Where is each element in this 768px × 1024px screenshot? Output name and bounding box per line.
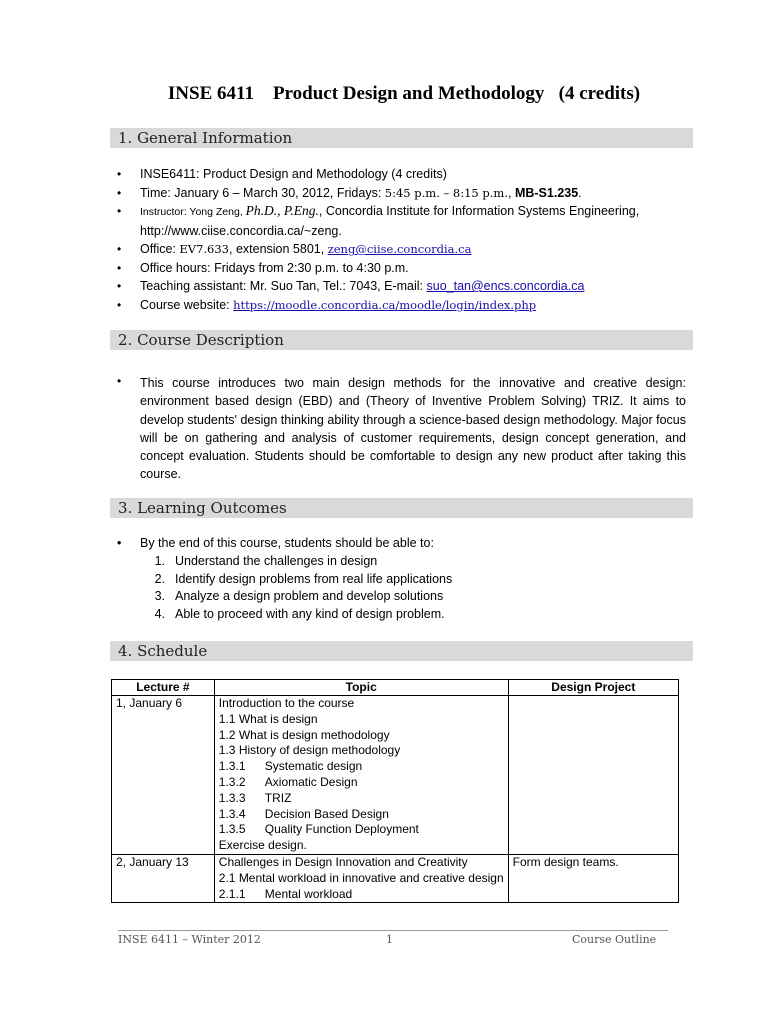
table-row — [112, 696, 679, 855]
bullet-icon: • — [117, 536, 122, 550]
list-item: • Instructor: Yong Zeng, Ph.D., P.Eng., Concordia Institute for Information Systems Engineering, — [0, 202, 688, 222]
list-item: 1. Understand the challenges in design — [154, 554, 378, 568]
table-header-row — [112, 680, 679, 696]
list-item: 3. Analyze a design problem and develop solutions — [154, 589, 444, 603]
topic-cell: Introduction to the course 1.1 What is design 1.2 What is design methodology 1.3 History of design methodology 1.3.1 Systematic design 1.3.2 Axiomatic Design 1.3.3 TRIZ 1.3.4 Decision Based Design 1.3.5 Quality Function Deployment Exercise design. — [214, 696, 508, 855]
column-header: Design Project — [508, 680, 678, 696]
bullet-icon: • — [117, 242, 122, 256]
list-item: • INSE6411: Product Design and Methodology (4 credits) — [0, 165, 688, 184]
section-heading-schedule: 4. Schedule — [110, 641, 693, 661]
general-info-list — [0, 165, 688, 314]
table-row — [112, 854, 679, 902]
column-header: Topic — [214, 680, 508, 696]
bullet-icon: • — [117, 374, 122, 388]
ta-email-link[interactable]: suo_tan@encs.concordia.ca — [426, 279, 585, 293]
section-heading-description: 2. Course Description — [110, 330, 693, 350]
outcomes-lead: • By the end of this course, students should be able to: — [117, 536, 434, 550]
footer-course: INSE 6411 – Winter 2012 — [118, 933, 261, 946]
list-item-continued: http://www.ciise.concordia.ca/~zeng. — [140, 223, 342, 238]
bullet-icon: • — [117, 279, 122, 293]
course-website-link[interactable]: https://moodle.concordia.ca/moodle/login/index.php — [233, 297, 537, 312]
footer-divider — [118, 930, 668, 931]
page-title: INSE 6411 Product Design and Methodology (4 credits) — [167, 83, 641, 104]
bullet-icon: • — [117, 167, 122, 181]
project-cell: Form design teams. — [508, 854, 678, 902]
project-cell — [508, 696, 678, 855]
bullet-icon: • — [117, 297, 122, 312]
column-header: Lecture # — [112, 680, 215, 696]
bullet-icon: • — [117, 185, 122, 200]
lecture-cell: 1, January 6 — [112, 696, 215, 855]
topic-cell: Challenges in Design Innovation and Creativity 2.1 Mental workload in innovative and creative design 2.1.1 Mental workload — [214, 854, 508, 902]
bullet-icon: • — [117, 260, 122, 275]
list-item: • Teaching assistant: Mr. Suo Tan, Tel.: 7043, E-mail: suo_tan@encs.concordia.ca — [0, 277, 688, 296]
list-item: • Office: EV7.633, extension 5801, zeng@ciise.concordia.ca — [0, 240, 688, 259]
section-heading-general: 1. General Information — [110, 128, 693, 148]
lecture-cell: 2, January 13 — [112, 854, 215, 902]
footer-page-number: 1 — [386, 933, 393, 946]
list-item: • Course website: https://moodle.concordia.ca/moodle/login/index.php — [0, 296, 688, 315]
list-item: 2. Identify design problems from real life applications — [154, 571, 453, 586]
footer-doc-title: Course Outline — [572, 933, 657, 946]
instructor-email-link[interactable]: zeng@ciise.concordia.ca — [327, 242, 472, 256]
course-description: This course introduces two main design methods for the innovative and creative design: environment based design (EBD) and (Theory of Inventive Problem Solving) TRIZ. It aims to develop students' design thinking ability through a science-based design methodology. Major focus will be on gathering and analysis of customer requirements, design concept generation, and concept evaluation. Students should be comfortable to design any new product after taking this course. — [140, 376, 686, 482]
list-item: • Time: January 6 – March 30, 2012, Fridays: 5:45 p.m. – 8:15 p.m., MB-S1.235. — [0, 184, 688, 203]
list-item: • Office hours: Fridays from 2:30 p.m. to 4:30 p.m. — [0, 259, 688, 278]
list-item: 4. Able to proceed with any kind of design problem. — [154, 606, 445, 621]
section-heading-outcomes: 3. Learning Outcomes — [110, 498, 693, 518]
room-text: MB-S1.235 — [514, 185, 579, 200]
bullet-icon: • — [117, 204, 122, 218]
schedule-table — [111, 679, 679, 903]
outcomes-list — [140, 553, 452, 623]
